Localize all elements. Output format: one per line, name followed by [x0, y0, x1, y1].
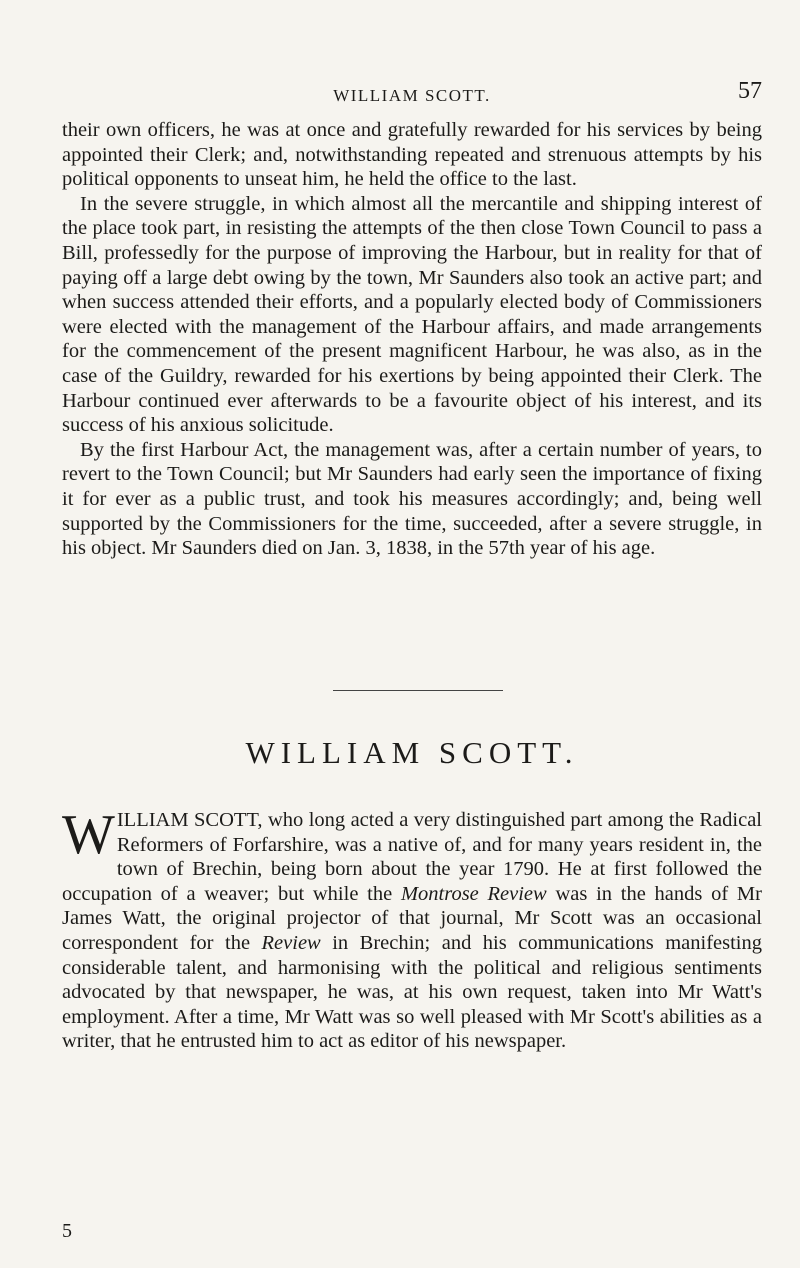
page-number: 57	[738, 78, 762, 104]
biography-paragraph	[62, 804, 762, 1054]
section-body	[62, 804, 762, 1054]
journal-title: Montrose Review	[400, 882, 547, 905]
paragraph: their own officers, he was at once and gratefully rewarded for his services by being appointed their Clerk; and, notwithstanding repeated and strenuous attempts by his political opponents to unseat him, he held the office to the last.	[62, 119, 762, 191]
paragraph: By the first Harbour Act, the management was, after a certain number of years, to revert to the Town Council; but Mr Saunders had early seen the importance of fixing it for ever as a public trust, and took his measures accordingly; and, being well supported by the Commissioners for the time, succeeded, after a severe struggle, in his object. Mr Saunders died on Jan. 3, 1838, in the 57th year of his age.	[62, 438, 762, 560]
paragraph: In the severe struggle, in which almost all the mercantile and shipping interest of the place took part, in resisting the attempts of the then close Town Council to pass a Bill, professedly for the purpose of improving the Harbour, but in reality for that of paying off a large debt owing by the town, Mr Saunders also took an active part; and when success attended their efforts, and a popularly elected body of Commissioners were elected with the management of the Harbour affairs, and made arrangements for the commencement of the present magnificent Harbour, he was also, as in the case of the Guildry, rewarded for his exertions by being appointed their Clerk. The Harbour continued ever afterwards to be a favourite object of his interest, and its success of his anxious solicitude.	[62, 192, 762, 437]
drop-cap: W	[62, 804, 115, 866]
text-run: in Brechin; and his communications manifesting considerable talent, and harmonising with the political and religious sentiments advocated by that newspaper, he was, at his own request, taken into Mr Watt's employment. After a time, Mr Watt was so well pleased with Mr Scott's abilities as a writer, that he entrusted him to act as editor of his newspaper.	[62, 931, 762, 1053]
running-title: WILLIAM SCOTT.	[333, 86, 491, 105]
article-text	[62, 118, 762, 561]
text-run: was in the hands of Mr James Watt, the original projector of that journal, Mr Scott was an occasional correspondent for the	[62, 882, 762, 954]
section-heading: WILLIAM SCOTT.	[245, 735, 579, 770]
text-run: ILLIAM SCOTT, who long acted a very distinguished part among the Radical Reformers of Forfarshire, was a native of, and for many years resident in, the town of Brechin, being born about the year 1790. He at first followed the occupation of a weaver; but while the	[62, 809, 762, 905]
signature-mark: 5	[62, 1220, 72, 1242]
section-divider	[333, 690, 503, 691]
running-head	[62, 78, 762, 108]
journal-title: Review	[261, 931, 321, 954]
